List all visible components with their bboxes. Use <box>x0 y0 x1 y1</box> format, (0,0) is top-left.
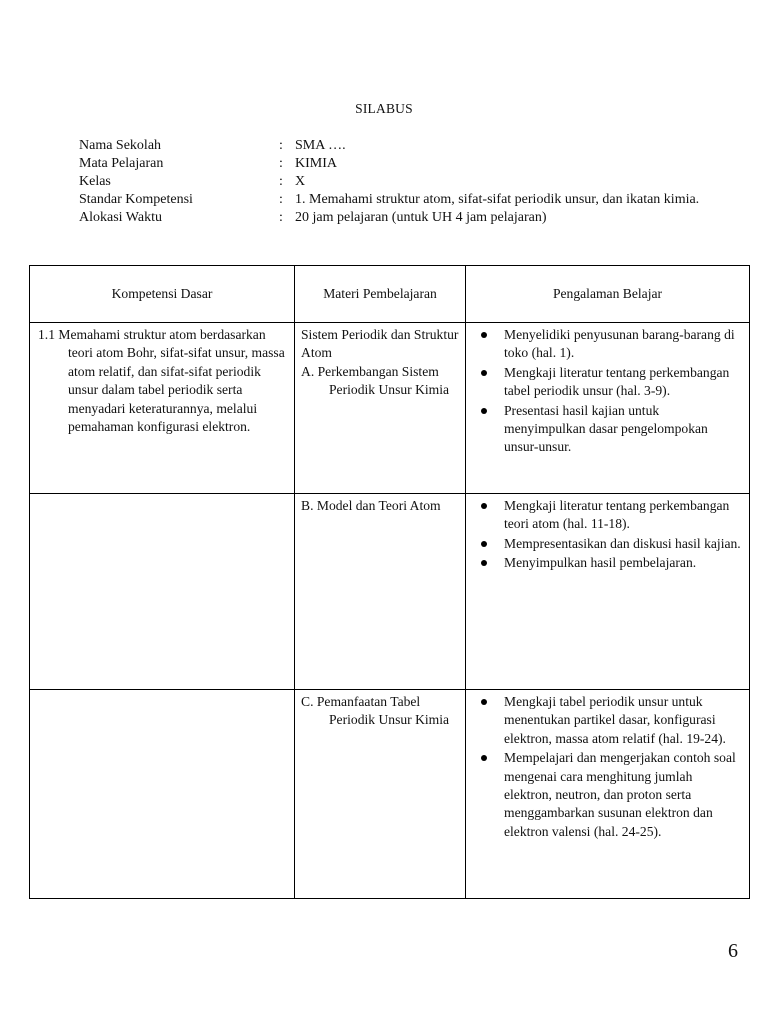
meta-value: 20 jam pelajaran (untuk UH 4 jam pelajaran) <box>295 210 547 225</box>
meta-label: Alokasi Waktu <box>79 210 162 225</box>
pengalaman-cell <box>466 494 750 690</box>
kompetensi-dasar-cell <box>30 494 295 690</box>
meta-label: Standar Kompetensi <box>79 192 193 207</box>
list-item <box>472 535 743 553</box>
bullet-icon <box>481 699 487 705</box>
list-item-text: Presentasi hasil kajian untuk menyimpulkan dasar pengelompokan unsur-unsur. <box>504 402 708 455</box>
pengalaman-list <box>472 693 743 841</box>
kompetensi-dasar-text: 1.1 Memahami struktur atom berdasarkan teori atom Bohr, sifat-sifat unsur, massa atom relatif, dan sifat-sifat periodik unsur dalam tabel periodik serta menyadari keteraturannya, melalui pemahaman konfigurasi elektron. <box>38 327 285 435</box>
syllabus-table <box>29 265 750 899</box>
document-title: SILABUS <box>355 101 413 116</box>
page-number: 6 <box>728 940 738 962</box>
materi-cell <box>295 323 466 494</box>
list-item-text: Mengkaji literatur tentang perkembangan tabel periodik unsur (hal. 3-9). <box>504 364 730 399</box>
pengalaman-cell <box>466 323 750 494</box>
header-materi-pembelajaran: Materi Pembelajaran <box>295 266 466 323</box>
meta-colon: : <box>279 156 283 171</box>
meta-colon: : <box>279 174 283 189</box>
meta-label: Kelas <box>79 174 111 189</box>
meta-row-time <box>79 209 739 227</box>
list-item <box>472 326 743 363</box>
bullet-icon <box>481 503 487 509</box>
pengalaman-list <box>472 326 743 457</box>
bullet-icon <box>481 541 487 547</box>
table-header-row <box>30 266 750 323</box>
materi-item: B. Model dan Teori Atom <box>301 498 441 513</box>
header-pengalaman-belajar: Pengalaman Belajar <box>466 266 750 323</box>
materi-cell <box>295 690 466 899</box>
list-item-text: Mempresentasikan dan diskusi hasil kajian. <box>504 535 741 551</box>
list-item <box>472 554 743 572</box>
pengalaman-list <box>472 497 743 573</box>
table-row <box>30 494 750 690</box>
meta-value: SMA …. <box>295 138 346 153</box>
meta-colon: : <box>279 210 283 225</box>
syllabus-info <box>79 137 739 227</box>
bullet-icon <box>481 755 487 761</box>
kompetensi-dasar-cell <box>30 323 295 494</box>
bullet-icon <box>481 370 487 376</box>
materi-item: C. Pemanfaatan Tabel Periodik Unsur Kimia <box>301 694 450 728</box>
meta-label: Nama Sekolah <box>79 138 162 153</box>
list-item-text: Mengkaji tabel periodik unsur untuk menentukan partikel dasar, konfigurasi elektron, massa atom relatif (hal. 19-24). <box>504 694 726 746</box>
meta-row-class <box>79 173 739 191</box>
list-item <box>472 497 743 534</box>
meta-colon: : <box>279 192 283 207</box>
kompetensi-dasar-cell <box>30 690 295 899</box>
header-kompetensi-dasar: Kompetensi Dasar <box>30 266 295 323</box>
materi-item: A. Perkembangan Sistem Periodik Unsur Kimia <box>301 363 450 398</box>
table-row <box>30 690 750 899</box>
meta-row-competency <box>79 191 739 209</box>
meta-value: 1. Memahami struktur atom, sifat-sifat periodik unsur, dan ikatan kimia. <box>295 192 700 207</box>
list-item-text: Menyimpulkan hasil pembelajaran. <box>504 555 697 571</box>
meta-row-subject <box>79 155 739 173</box>
meta-label: Mata Pelajaran <box>79 156 164 171</box>
list-item <box>472 402 743 457</box>
meta-row-school <box>79 137 739 155</box>
bullet-icon <box>481 560 487 566</box>
bullet-icon <box>481 408 487 414</box>
materi-cell <box>295 494 466 690</box>
list-item-text: Menyelidiki penyusunan barang-barang di toko (hal. 1). <box>504 327 735 361</box>
list-item <box>472 693 743 748</box>
materi-heading: Sistem Periodik dan Struktur Atom <box>301 327 459 361</box>
table-row <box>30 323 750 494</box>
bullet-icon <box>481 332 487 338</box>
list-item-text: Mempelajari dan mengerjakan contoh soal mengenai cara menghitung jumlah elektron, neutron, dan proton serta menggambarkan susunan elektron dan elektron valensi (hal. 24-25). <box>504 750 736 839</box>
list-item-text: Mengkaji literatur tentang perkembangan teori atom (hal. 11-18). <box>504 498 730 532</box>
meta-colon: : <box>279 138 283 153</box>
list-item <box>472 749 743 841</box>
meta-value: X <box>295 174 306 189</box>
meta-value: KIMIA <box>295 156 337 171</box>
pengalaman-cell <box>466 690 750 899</box>
list-item <box>472 364 743 401</box>
